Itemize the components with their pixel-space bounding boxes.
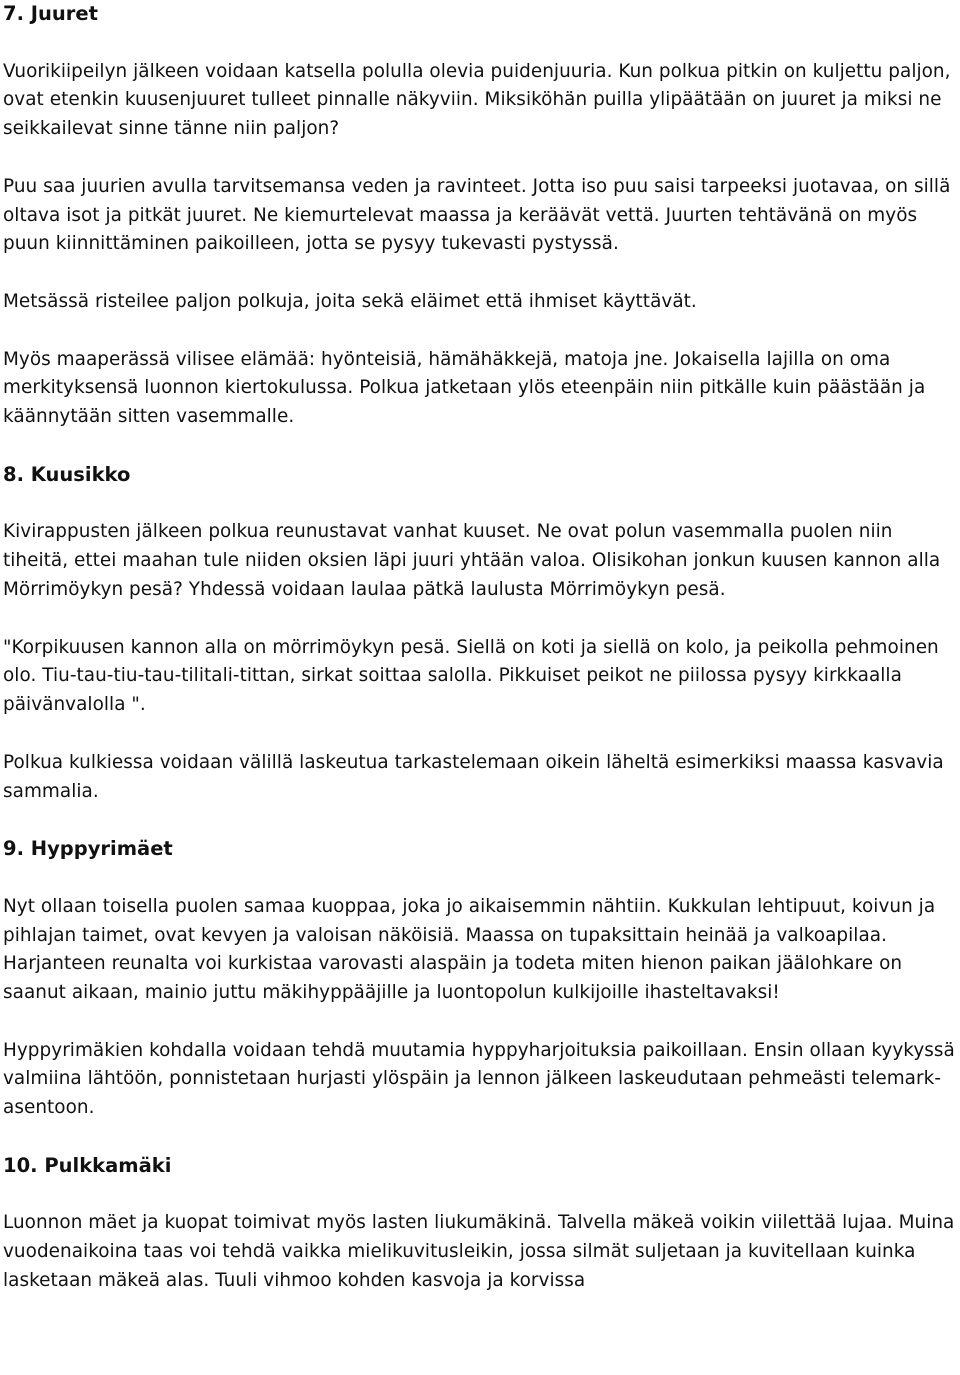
spacer <box>3 259 955 288</box>
spacer <box>3 1123 955 1152</box>
paragraph: Polkua kulkiessa voidaan välillä laskeutua tarkastelemaan oikein läheltä esimerkiksi maassa kasvavia sammalia. <box>3 751 944 802</box>
spacer <box>3 864 955 893</box>
song-quote-paragraph: "Korpikuusen kannon alla on mörrimöykyn pesä. Siellä on koti ja siellä on kolo, ja peikolla pehmoinen olo. Tiu-tau-tiu-tau-tilitali-tittan, sirkat soittaa salolla. Pikkuiset peikot ne piilossa pysyy kirkkaalla päivänvalolla ". <box>3 636 939 716</box>
paragraph: Metsässä risteilee paljon polkuja, joita sekä eläimet että ihmiset käyttävät. <box>3 290 697 312</box>
paragraph: Myös maaperässä vilisee elämää: hyönteisiä, hämähäkkejä, matoja jne. Jokaisella lajilla on oma merkityksensä luonnon kiertokulussa. Polkua jatketaan ylös eteenpäin niin pitkälle kuin päästään ja käännytään sitten vasemmalle. <box>3 348 926 428</box>
spacer <box>3 1008 955 1037</box>
paragraph: Vuorikiipeilyn jälkeen voidaan katsella polulla olevia puidenjuuria. Kun polkua pitkin on kuljettu paljon, ovat etenkin kuusenjuuret tulleet pinnalle näkyviin. Miksiköhän puilla ylipäätään on juuret ja miksi ne seikkailevat sinne tänne niin paljon? <box>3 60 951 140</box>
document-page <box>3 0 955 1296</box>
section-title-hyppyrimaet: 9. Hyppyrimäet <box>3 837 173 861</box>
spacer <box>3 144 955 173</box>
paragraph: Hyppyrimäkien kohdalla voidaan tehdä muutamia hyppyharjoituksia paikoillaan. Ensin ollaan kyykyssä valmiina lähtöön, ponnistetaan hurjasti ylöspäin ja lennon jälkeen laskeudutaan pehmeästi telemark-asentoon. <box>3 1039 955 1119</box>
spacer <box>3 1181 955 1210</box>
paragraph: Puu saa juurien avulla tarvitsemansa veden ja ravinteet. Jotta iso puu saisi tarpeeksi juotavaa, on sillä oltava isot ja pitkät juuret. Ne kiemurtelevat maassa ja keräävät vettä. Juurten tehtävänä on myös puun kiinnittäminen paikoilleen, jotta se pysyy tukevasti pystyssä. <box>3 175 951 255</box>
spacer <box>3 490 955 519</box>
spacer <box>3 806 955 835</box>
spacer <box>3 29 955 58</box>
paragraph: Luonnon mäet ja kuopat toimivat myös lasten liukumäkinä. Talvella mäkeä voikin viilettää lujaa. Muina vuodenaikoina taas voi tehdä vaikka mielikuvitusleikin, jossa silmät suljetaan ja kuvitellaan kuinka lasketaan mäkeä alas. Tuuli vihmoo kohden kasvoja ja korvissa <box>3 1212 955 1292</box>
paragraph: Nyt ollaan toisella puolen samaa kuoppaa, joka jo aikaisemmin nähtiin. Kukkulan lehtipuut, koivun ja pihlajan taimet, ovat kevyen ja valoisan näköisiä. Maassa on tupaksittain heinää ja valkoapilaa. Harjanteen reunalta voi kurkistaa varovasti alaspäin ja todeta miten hienon paikan jäälohkare on saanut aikaan, mainio juttu mäkihyppääjille ja luontopolun kulkijoille ihasteltavaksi! <box>3 895 936 1004</box>
spacer <box>3 720 955 749</box>
section-title-juuret: 7. Juuret <box>3 2 98 25</box>
section-title-pulkkamaki: 10. Pulkkamäki <box>3 1153 172 1177</box>
section-title-kuusikko: 8. Kuusikko <box>3 462 131 486</box>
spacer <box>3 317 955 346</box>
spacer <box>3 432 955 461</box>
paragraph: Kivirappusten jälkeen polkua reunustavat vanhat kuuset. Ne ovat polun vasemmalla puolen niin tiheitä, ettei maahan tule niiden oksien läpi juuri yhtään valoa. Olisikohan jonkun kuusen kannon alla Mörrimöykyn pesä? Yhdessä voidaan laulaa pätkä laulusta Mörrimöykyn pesä. <box>3 521 941 600</box>
spacer <box>3 605 955 634</box>
